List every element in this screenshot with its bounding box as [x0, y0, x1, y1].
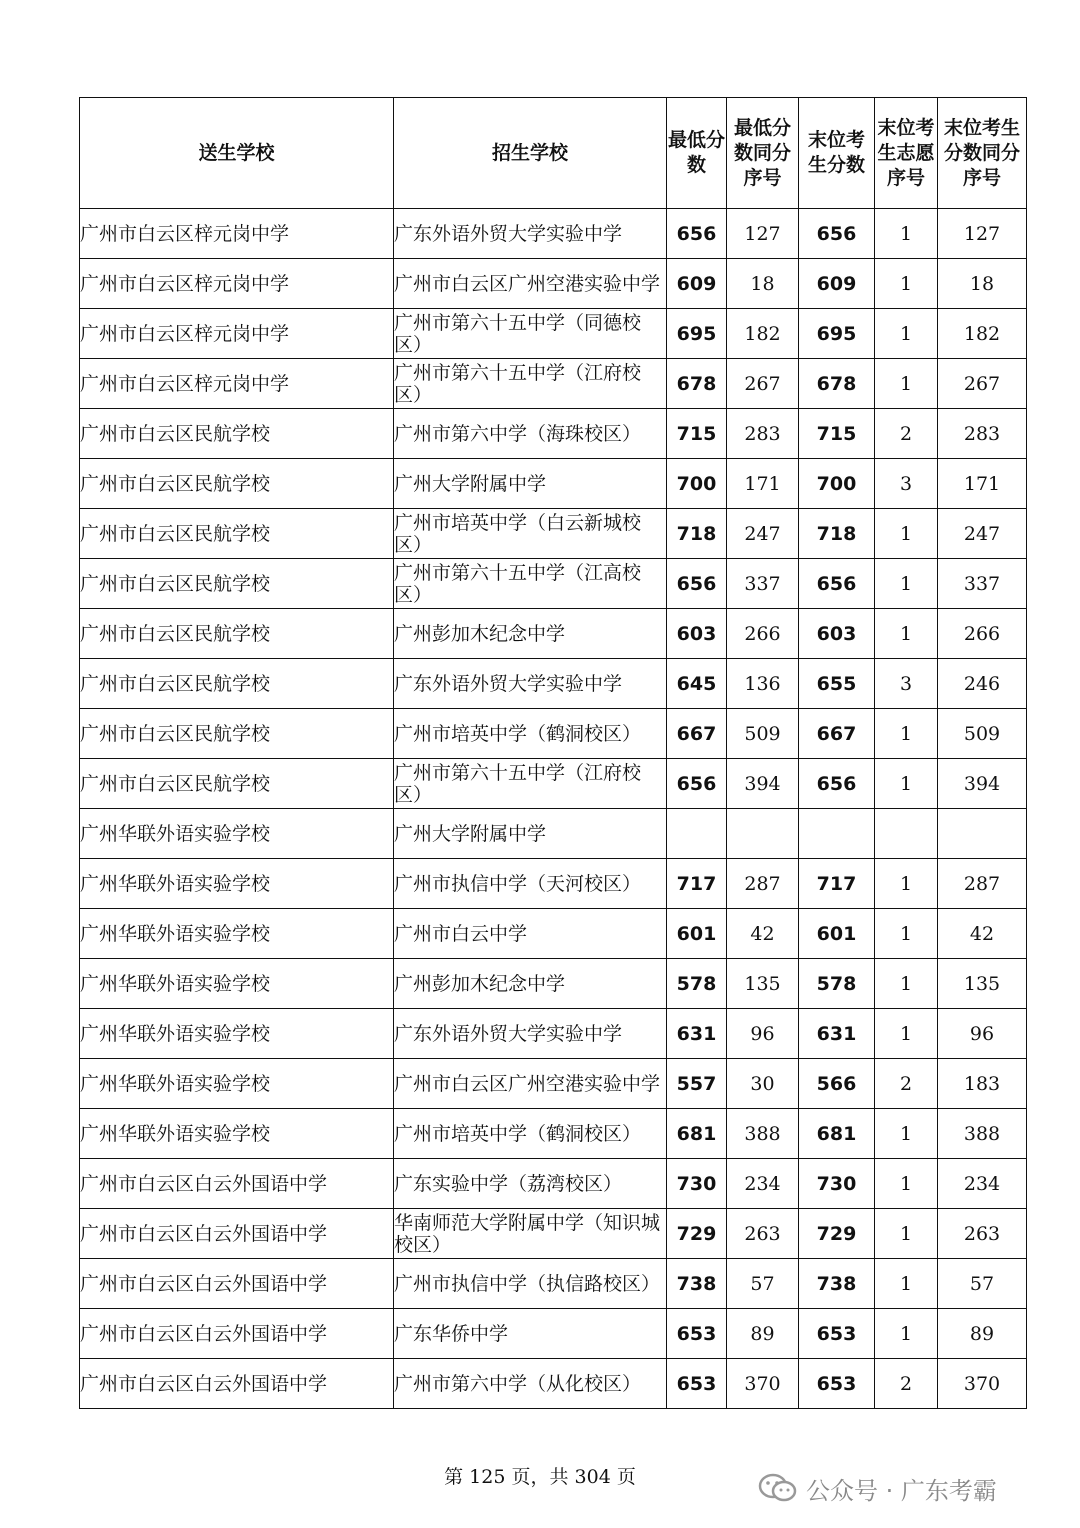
admission-score-table [79, 97, 1027, 1409]
page-footer: 第 125 页，共 304 页 [444, 1466, 636, 1488]
min-score-cell [667, 809, 727, 859]
last-score-rank-cell: 183 [938, 1059, 1027, 1109]
admitting-school-cell: 华南师范大学附属中学（知识城校区） [394, 1209, 667, 1259]
admitting-school-cell: 广州市白云区广州空港实验中学 [394, 259, 667, 309]
min-score-cell: 738 [667, 1259, 727, 1309]
sending-school-cell: 广州市白云区民航学校 [80, 759, 394, 809]
table-row [80, 459, 1027, 509]
last-score-cell: 695 [799, 309, 875, 359]
sending-school-cell: 广州华联外语实验学校 [80, 809, 394, 859]
last-score-rank-cell: 182 [938, 309, 1027, 359]
last-score-cell: 730 [799, 1159, 875, 1209]
last-score-rank-cell: 42 [938, 909, 1027, 959]
last-score-rank-cell: 89 [938, 1309, 1027, 1359]
sending-school-cell: 广州市白云区民航学校 [80, 509, 394, 559]
min-score-cell: 730 [667, 1159, 727, 1209]
admitting-school-cell: 广州彭加木纪念中学 [394, 959, 667, 1009]
last-choice-order-cell: 3 [875, 659, 938, 709]
last-score-rank-cell: 246 [938, 659, 1027, 709]
last-choice-order-cell: 1 [875, 1209, 938, 1259]
sending-school-cell: 广州市白云区梓元岗中学 [80, 259, 394, 309]
min-score-cell: 603 [667, 609, 727, 659]
min-score-cell: 601 [667, 909, 727, 959]
sending-school-cell: 广州华联外语实验学校 [80, 1109, 394, 1159]
last-choice-order-cell: 1 [875, 909, 938, 959]
min-score-rank-cell: 57 [727, 1259, 799, 1309]
last-score-rank-cell: 287 [938, 859, 1027, 909]
min-score-cell: 578 [667, 959, 727, 1009]
last-score-cell: 700 [799, 459, 875, 509]
min-score-rank-cell: 267 [727, 359, 799, 409]
table-row [80, 409, 1027, 459]
table-row [80, 909, 1027, 959]
last-score-rank-cell: 57 [938, 1259, 1027, 1309]
min-score-rank-cell: 287 [727, 859, 799, 909]
last-choice-order-cell: 1 [875, 259, 938, 309]
min-score-cell: 653 [667, 1359, 727, 1409]
min-score-cell: 656 [667, 209, 727, 259]
min-score-rank-cell: 337 [727, 559, 799, 609]
table-row [80, 1209, 1027, 1259]
table-row [80, 709, 1027, 759]
admitting-school-cell: 广州大学附属中学 [394, 809, 667, 859]
last-score-cell: 729 [799, 1209, 875, 1259]
min-score-cell: 695 [667, 309, 727, 359]
sending-school-cell: 广州华联外语实验学校 [80, 909, 394, 959]
sending-school-cell: 广州市白云区民航学校 [80, 459, 394, 509]
last-choice-order-cell: 1 [875, 309, 938, 359]
sending-school-cell: 广州市白云区民航学校 [80, 559, 394, 609]
sending-school-cell: 广州市白云区梓元岗中学 [80, 209, 394, 259]
table-row [80, 1009, 1027, 1059]
table-row [80, 609, 1027, 659]
table-row [80, 209, 1027, 259]
min-score-cell: 718 [667, 509, 727, 559]
min-score-rank-cell: 171 [727, 459, 799, 509]
table-row [80, 309, 1027, 359]
min-score-rank-cell: 18 [727, 259, 799, 309]
min-score-cell: 656 [667, 759, 727, 809]
min-score-cell: 631 [667, 1009, 727, 1059]
table-header-row [80, 98, 1027, 209]
last-choice-order-cell: 1 [875, 959, 938, 1009]
sending-school-cell: 广州市白云区白云外国语中学 [80, 1209, 394, 1259]
last-score-cell: 656 [799, 559, 875, 609]
min-score-cell: 667 [667, 709, 727, 759]
admitting-school-cell: 广州市执信中学（天河校区） [394, 859, 667, 909]
sending-school-cell: 广州市白云区白云外国语中学 [80, 1259, 394, 1309]
table-row [80, 1259, 1027, 1309]
sending-school-cell: 广州市白云区民航学校 [80, 709, 394, 759]
admitting-school-cell: 广州市第六中学（从化校区） [394, 1359, 667, 1409]
header-min-score: 最低分数 [667, 98, 727, 209]
admitting-school-cell: 广州市第六中学（海珠校区） [394, 409, 667, 459]
last-score-cell: 655 [799, 659, 875, 709]
last-choice-order-cell: 1 [875, 559, 938, 609]
last-score-rank-cell: 283 [938, 409, 1027, 459]
last-choice-order-cell: 1 [875, 209, 938, 259]
min-score-cell: 678 [667, 359, 727, 409]
last-choice-order-cell: 1 [875, 1259, 938, 1309]
header-admitting-school: 招生学校 [394, 98, 667, 209]
last-score-cell: 717 [799, 859, 875, 909]
min-score-cell: 717 [667, 859, 727, 909]
table-row [80, 759, 1027, 809]
last-choice-order-cell: 3 [875, 459, 938, 509]
last-score-rank-cell: 135 [938, 959, 1027, 1009]
last-choice-order-cell: 1 [875, 759, 938, 809]
admitting-school-cell: 广州市白云中学 [394, 909, 667, 959]
last-score-cell: 715 [799, 409, 875, 459]
watermark [758, 1470, 1058, 1506]
min-score-cell: 609 [667, 259, 727, 309]
last-score-cell: 678 [799, 359, 875, 409]
last-score-rank-cell: 247 [938, 509, 1027, 559]
table-row [80, 1159, 1027, 1209]
table-row [80, 259, 1027, 309]
sending-school-cell: 广州市白云区民航学校 [80, 659, 394, 709]
min-score-cell: 715 [667, 409, 727, 459]
last-choice-order-cell: 1 [875, 609, 938, 659]
admitting-school-cell: 广东外语外贸大学实验中学 [394, 659, 667, 709]
table-row [80, 959, 1027, 1009]
last-score-cell: 603 [799, 609, 875, 659]
table-row [80, 1309, 1027, 1359]
last-score-cell: 601 [799, 909, 875, 959]
min-score-rank-cell: 234 [727, 1159, 799, 1209]
wechat-icon [758, 1473, 798, 1503]
admitting-school-cell: 广州市培英中学（鹤洞校区） [394, 1109, 667, 1159]
min-score-cell: 700 [667, 459, 727, 509]
sending-school-cell: 广州华联外语实验学校 [80, 1009, 394, 1059]
sending-school-cell: 广州市白云区民航学校 [80, 409, 394, 459]
last-score-cell: 653 [799, 1359, 875, 1409]
admitting-school-cell: 广东华侨中学 [394, 1309, 667, 1359]
last-score-cell: 578 [799, 959, 875, 1009]
table-row [80, 359, 1027, 409]
sending-school-cell: 广州华联外语实验学校 [80, 959, 394, 1009]
last-score-rank-cell: 388 [938, 1109, 1027, 1159]
table-row [80, 559, 1027, 609]
last-choice-order-cell: 1 [875, 859, 938, 909]
table-row [80, 1059, 1027, 1109]
table-row [80, 1109, 1027, 1159]
min-score-rank-cell: 182 [727, 309, 799, 359]
last-score-cell: 609 [799, 259, 875, 309]
admitting-school-cell: 广州市第六十五中学（江府校区） [394, 759, 667, 809]
table-row [80, 1359, 1027, 1409]
table-row [80, 859, 1027, 909]
min-score-cell: 656 [667, 559, 727, 609]
last-score-cell: 738 [799, 1259, 875, 1309]
last-score-cell: 566 [799, 1059, 875, 1109]
min-score-rank-cell: 388 [727, 1109, 799, 1159]
admitting-school-cell: 广州市第六十五中学（同德校区） [394, 309, 667, 359]
header-last-score-rank: 末位考生分数同分序号 [938, 98, 1027, 209]
last-choice-order-cell: 2 [875, 1059, 938, 1109]
last-choice-order-cell: 2 [875, 409, 938, 459]
last-score-cell: 656 [799, 759, 875, 809]
admitting-school-cell: 广州市培英中学（白云新城校区） [394, 509, 667, 559]
admitting-school-cell: 广州市第六十五中学（江高校区） [394, 559, 667, 609]
admitting-school-cell: 广东实验中学（荔湾校区） [394, 1159, 667, 1209]
min-score-cell: 729 [667, 1209, 727, 1259]
sending-school-cell: 广州市白云区梓元岗中学 [80, 359, 394, 409]
last-score-rank-cell: 263 [938, 1209, 1027, 1259]
min-score-rank-cell: 247 [727, 509, 799, 559]
last-choice-order-cell: 1 [875, 1009, 938, 1059]
header-last-score: 末位考生分数 [799, 98, 875, 209]
last-score-rank-cell: 370 [938, 1359, 1027, 1409]
min-score-rank-cell: 136 [727, 659, 799, 709]
min-score-rank-cell: 96 [727, 1009, 799, 1059]
min-score-rank-cell: 42 [727, 909, 799, 959]
table-row [80, 809, 1027, 859]
last-score-cell [799, 809, 875, 859]
admitting-school-cell: 广州市执信中学（执信路校区） [394, 1259, 667, 1309]
admitting-school-cell: 广州彭加木纪念中学 [394, 609, 667, 659]
last-score-cell: 631 [799, 1009, 875, 1059]
sending-school-cell: 广州华联外语实验学校 [80, 859, 394, 909]
header-last-choice-order: 末位考生志愿序号 [875, 98, 938, 209]
admitting-school-cell: 广州市白云区广州空港实验中学 [394, 1059, 667, 1109]
min-score-rank-cell: 263 [727, 1209, 799, 1259]
table-row [80, 659, 1027, 709]
last-choice-order-cell: 1 [875, 1309, 938, 1359]
sending-school-cell: 广州华联外语实验学校 [80, 1059, 394, 1109]
min-score-rank-cell: 283 [727, 409, 799, 459]
min-score-rank-cell: 370 [727, 1359, 799, 1409]
min-score-rank-cell: 509 [727, 709, 799, 759]
last-score-rank-cell: 18 [938, 259, 1027, 309]
admitting-school-cell: 广州市第六十五中学（江府校区） [394, 359, 667, 409]
min-score-cell: 557 [667, 1059, 727, 1109]
min-score-cell: 645 [667, 659, 727, 709]
last-score-rank-cell: 96 [938, 1009, 1027, 1059]
sending-school-cell: 广州市白云区民航学校 [80, 609, 394, 659]
last-score-rank-cell: 266 [938, 609, 1027, 659]
last-score-rank-cell: 234 [938, 1159, 1027, 1209]
last-score-cell: 681 [799, 1109, 875, 1159]
min-score-rank-cell: 127 [727, 209, 799, 259]
sending-school-cell: 广州市白云区白云外国语中学 [80, 1159, 394, 1209]
last-choice-order-cell: 2 [875, 1359, 938, 1409]
last-choice-order-cell: 1 [875, 1159, 938, 1209]
last-score-rank-cell [938, 809, 1027, 859]
min-score-rank-cell: 89 [727, 1309, 799, 1359]
admitting-school-cell: 广东外语外贸大学实验中学 [394, 209, 667, 259]
last-score-cell: 653 [799, 1309, 875, 1359]
min-score-cell: 681 [667, 1109, 727, 1159]
min-score-rank-cell: 30 [727, 1059, 799, 1109]
min-score-cell: 653 [667, 1309, 727, 1359]
admitting-school-cell: 广州大学附属中学 [394, 459, 667, 509]
last-choice-order-cell: 1 [875, 359, 938, 409]
last-choice-order-cell [875, 809, 938, 859]
min-score-rank-cell: 266 [727, 609, 799, 659]
min-score-rank-cell: 135 [727, 959, 799, 1009]
sending-school-cell: 广州市白云区白云外国语中学 [80, 1359, 394, 1409]
last-score-cell: 656 [799, 209, 875, 259]
last-choice-order-cell: 1 [875, 709, 938, 759]
header-sending-school: 送生学校 [80, 98, 394, 209]
min-score-rank-cell [727, 809, 799, 859]
last-choice-order-cell: 1 [875, 1109, 938, 1159]
last-choice-order-cell: 1 [875, 509, 938, 559]
last-score-rank-cell: 337 [938, 559, 1027, 609]
header-min-score-rank: 最低分数同分序号 [727, 98, 799, 209]
last-score-rank-cell: 127 [938, 209, 1027, 259]
table-row [80, 509, 1027, 559]
last-score-rank-cell: 394 [938, 759, 1027, 809]
last-score-rank-cell: 509 [938, 709, 1027, 759]
last-score-rank-cell: 267 [938, 359, 1027, 409]
sending-school-cell: 广州市白云区梓元岗中学 [80, 309, 394, 359]
sending-school-cell: 广州市白云区白云外国语中学 [80, 1309, 394, 1359]
last-score-cell: 718 [799, 509, 875, 559]
min-score-rank-cell: 394 [727, 759, 799, 809]
watermark-text: 公众号 · 广东考霸 [806, 1476, 997, 1505]
admitting-school-cell: 广东外语外贸大学实验中学 [394, 1009, 667, 1059]
admitting-school-cell: 广州市培英中学（鹤洞校区） [394, 709, 667, 759]
last-score-rank-cell: 171 [938, 459, 1027, 509]
last-score-cell: 667 [799, 709, 875, 759]
